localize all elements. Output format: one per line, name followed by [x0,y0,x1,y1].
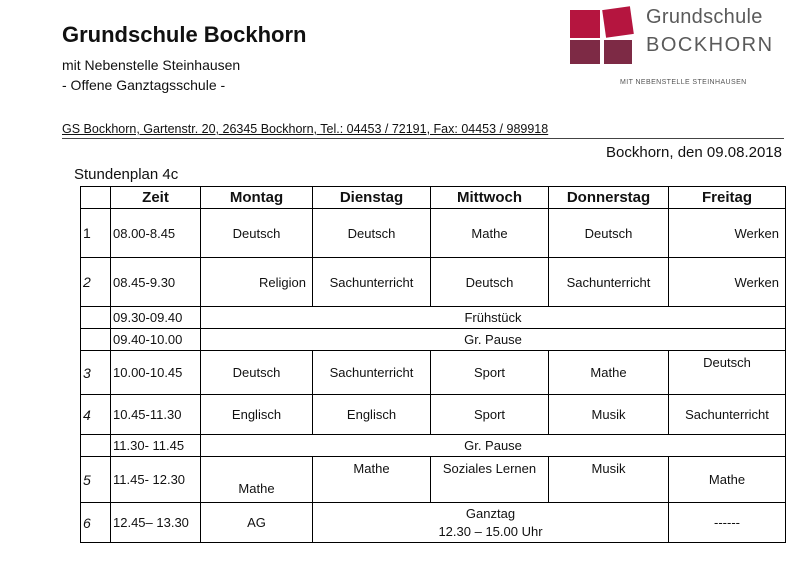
timetable-header-row [81,187,786,209]
header-freitag: Freitag [669,187,786,209]
ganztag-cell [313,503,669,543]
header-nr [81,187,111,209]
table-row [81,209,786,258]
lesson-cell: Deutsch [549,209,669,258]
header-donnerstag: Donnerstag [549,187,669,209]
header-zeit: Zeit [111,187,201,209]
lesson-cell: Sport [431,351,549,395]
lesson-cell: Sachunterricht [313,351,431,395]
address-line: GS Bockhorn, Gartenstr. 20, 26345 Bockhorn, Tel.: 04453 / 72191, Fax: 04453 / 989918 [62,122,549,136]
logo-square-icon [570,10,600,38]
lesson-cell: Mathe [549,351,669,395]
lesson-cell: Deutsch [201,351,313,395]
ganztag-time: 12.30 – 15.00 Uhr [438,523,543,539]
lesson-cell: Soziales Lernen [431,457,549,503]
period-number: 2 [81,258,111,307]
period-time: 08.00-8.45 [111,209,201,258]
header-divider [62,138,784,139]
lesson-cell: ------ [669,503,786,543]
period-number: 6 [81,503,111,543]
period-time: 11.30- 11.45 [111,435,201,457]
period-time: 10.45-11.30 [111,395,201,435]
lesson-cell: Deutsch [201,209,313,258]
lesson-cell: Sport [431,395,549,435]
table-row [81,457,786,503]
logo-text-line1: Grundschule [646,6,763,28]
subtitle-ganztag: - Offene Ganztagsschule - [62,77,226,93]
table-row [81,329,786,351]
lesson-cell: Mathe [313,457,431,503]
lesson-cell: Mathe [431,209,549,258]
header-dienstag: Dienstag [313,187,431,209]
header-montag: Montag [201,187,313,209]
period-time: 10.00-10.45 [111,351,201,395]
logo-text-line2: BOCKHORN [646,34,774,56]
lesson-cell: Musik [549,457,669,503]
break-cell: Gr. Pause [201,435,786,457]
lesson-cell: Werken [669,209,786,258]
lesson-cell: Englisch [313,395,431,435]
lesson-cell: Musik [549,395,669,435]
period-time: 11.45- 12.30 [111,457,201,503]
period-time: 08.45-9.30 [111,258,201,307]
lesson-cell: Deutsch [313,209,431,258]
period-number [81,307,111,329]
period-time: 09.40-10.00 [111,329,201,351]
lesson-cell: Deutsch [669,351,786,395]
lesson-cell: Sachunterricht [313,258,431,307]
period-number: 5 [81,457,111,503]
period-time: 09.30-09.40 [111,307,201,329]
lesson-cell: Mathe [669,457,786,503]
table-row [81,307,786,329]
ganztag-label: Ganztag [465,505,516,521]
period-number: 3 [81,351,111,395]
school-logo [570,6,785,92]
table-row [81,395,786,435]
subtitle-branch: mit Nebenstelle Steinhausen [62,57,241,73]
table-row [81,351,786,395]
lesson-cell: Werken [669,258,786,307]
lesson-cell: Religion [201,258,313,307]
lesson-cell: AG [201,503,313,543]
period-number: 4 [81,395,111,435]
period-time: 12.45– 13.30 [111,503,201,543]
table-row [81,258,786,307]
date-line: Bockhorn, den 09.08.2018 [606,144,782,161]
header-mittwoch: Mittwoch [431,187,549,209]
table-row [81,503,786,543]
period-number [81,435,111,457]
timetable-title: Stundenplan 4c [74,166,179,183]
break-cell: Gr. Pause [201,329,786,351]
logo-square-icon [604,40,632,64]
school-title: Grundschule Bockhorn [62,22,307,47]
logo-square-icon [602,6,634,38]
lesson-cell: Sachunterricht [669,395,786,435]
logo-small-text: MIT NEBENSTELLE STEINHAUSEN [620,79,747,86]
lesson-cell: Mathe [201,457,313,503]
lesson-cell: Sachunterricht [549,258,669,307]
timetable [80,186,786,543]
logo-square-icon [570,40,600,64]
lesson-cell: Deutsch [431,258,549,307]
period-number: 1 [81,209,111,258]
break-cell: Frühstück [201,307,786,329]
period-number [81,329,111,351]
table-row [81,435,786,457]
lesson-cell: Englisch [201,395,313,435]
